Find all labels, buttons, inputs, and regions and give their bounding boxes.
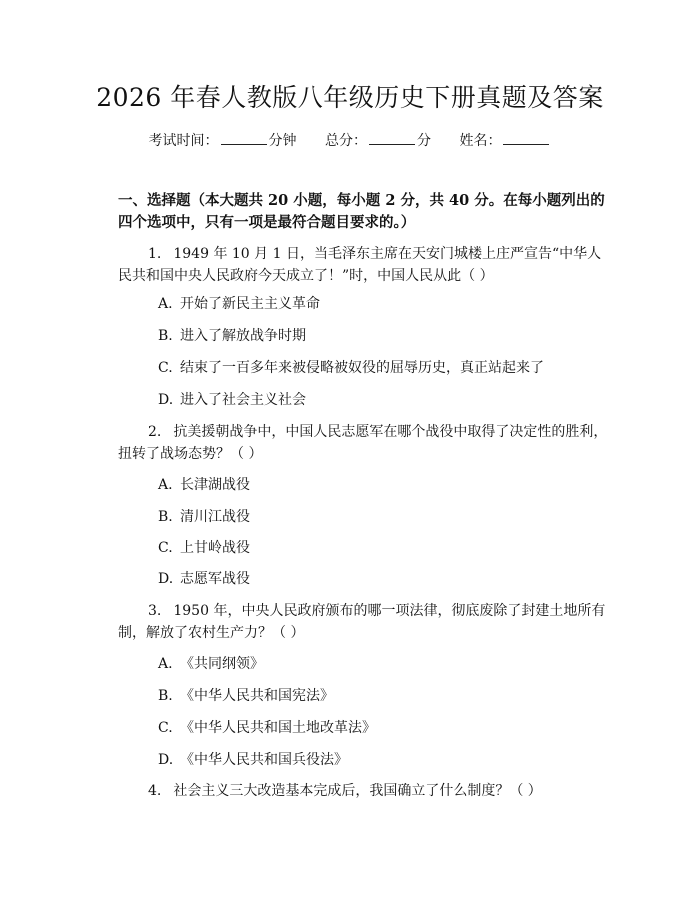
exam-name — [459, 130, 551, 152]
option-text: 结束了一百多年来被侵略被奴役的屈辱历史，真正站起来了 — [180, 360, 544, 376]
question-1-option-b — [158, 325, 608, 347]
option-letter: C. — [158, 360, 173, 376]
option-text: 进入了解放战争时期 — [180, 328, 306, 344]
question-text: 1950 年，中央人民政府颁布的哪一项法律，彻底废除了封建土地所有制，解放了农村生产力？（ ） — [118, 603, 606, 641]
time-label: 考试时间： — [148, 133, 219, 149]
time-unit: 分钟 — [268, 133, 297, 149]
question-number: 2. — [148, 424, 162, 440]
option-text: 《共同纲领》 — [180, 656, 264, 672]
exam-info — [0, 130, 700, 152]
option-letter: A. — [158, 656, 173, 672]
option-text: 《中华人民共和国土地改革法》 — [180, 720, 376, 736]
question-3-option-c — [158, 717, 608, 739]
question-text: 社会主义三大改造基本完成后，我国确立了什么制度？（ ） — [173, 783, 542, 799]
question-number: 4. — [148, 783, 162, 799]
exam-time — [149, 130, 297, 152]
question-4 — [118, 780, 608, 802]
question-1-option-d — [158, 389, 608, 411]
option-letter: A. — [158, 477, 173, 493]
question-2-option-b — [158, 506, 608, 528]
question-3-option-b — [158, 685, 608, 707]
exam-score — [325, 130, 431, 152]
option-text: 进入了社会主义社会 — [180, 392, 306, 408]
option-text: 《中华人民共和国兵役法》 — [180, 752, 348, 768]
option-letter: D. — [158, 392, 174, 408]
option-text: 长津湖战役 — [180, 477, 250, 493]
score-blank — [369, 130, 415, 145]
question-text: 抗美援朝战争中，中国人民志愿军在哪个战役中取得了决定性的胜利，扭转了战场态势？（ ） — [118, 424, 608, 462]
name-blank — [503, 130, 549, 145]
option-letter: D. — [158, 571, 174, 587]
question-2-option-a — [158, 474, 608, 496]
page-title: 2026 年春人教版八年级历史下册真题及答案 — [96, 83, 604, 112]
question-1-option-a — [158, 293, 608, 315]
name-label: 姓名： — [459, 133, 502, 149]
option-letter: C. — [158, 540, 173, 556]
question-2 — [118, 421, 608, 465]
option-letter: A. — [158, 296, 173, 312]
question-2-option-c — [158, 537, 608, 559]
score-unit: 分 — [417, 133, 431, 149]
option-letter: B. — [158, 688, 173, 704]
option-letter: B. — [158, 328, 173, 344]
question-1 — [118, 243, 608, 287]
question-number: 1. — [148, 246, 162, 262]
option-letter: B. — [158, 509, 173, 525]
time-blank — [221, 130, 267, 145]
option-text: 《中华人民共和国宪法》 — [180, 688, 334, 704]
option-letter: C. — [158, 720, 173, 736]
option-text: 上甘岭战役 — [180, 540, 250, 556]
question-number: 3. — [148, 603, 162, 619]
question-3-option-a — [158, 653, 608, 675]
option-letter: D. — [158, 752, 174, 768]
question-1-option-c — [158, 357, 608, 379]
question-2-option-d — [158, 568, 608, 590]
score-label: 总分： — [325, 133, 367, 149]
option-text: 志愿军战役 — [180, 571, 250, 587]
option-text: 开始了新民主主义革命 — [180, 296, 320, 312]
question-text: 1949 年 10 月 1 日，当毛泽东主席在天安门城楼上庄严宣告“中华人民共和国中央人民政府今天成立了！”时，中国人民从此（ ） — [118, 246, 602, 284]
section-heading: 一、选择题（本大题共 20 小题，每小题 2 分，共 40 分。在每小题列出的四个选项中，只有一项是最符合题目要求的。） — [118, 192, 605, 231]
option-text: 清川江战役 — [180, 509, 250, 525]
question-3 — [118, 600, 608, 644]
question-3-option-d — [158, 749, 608, 771]
